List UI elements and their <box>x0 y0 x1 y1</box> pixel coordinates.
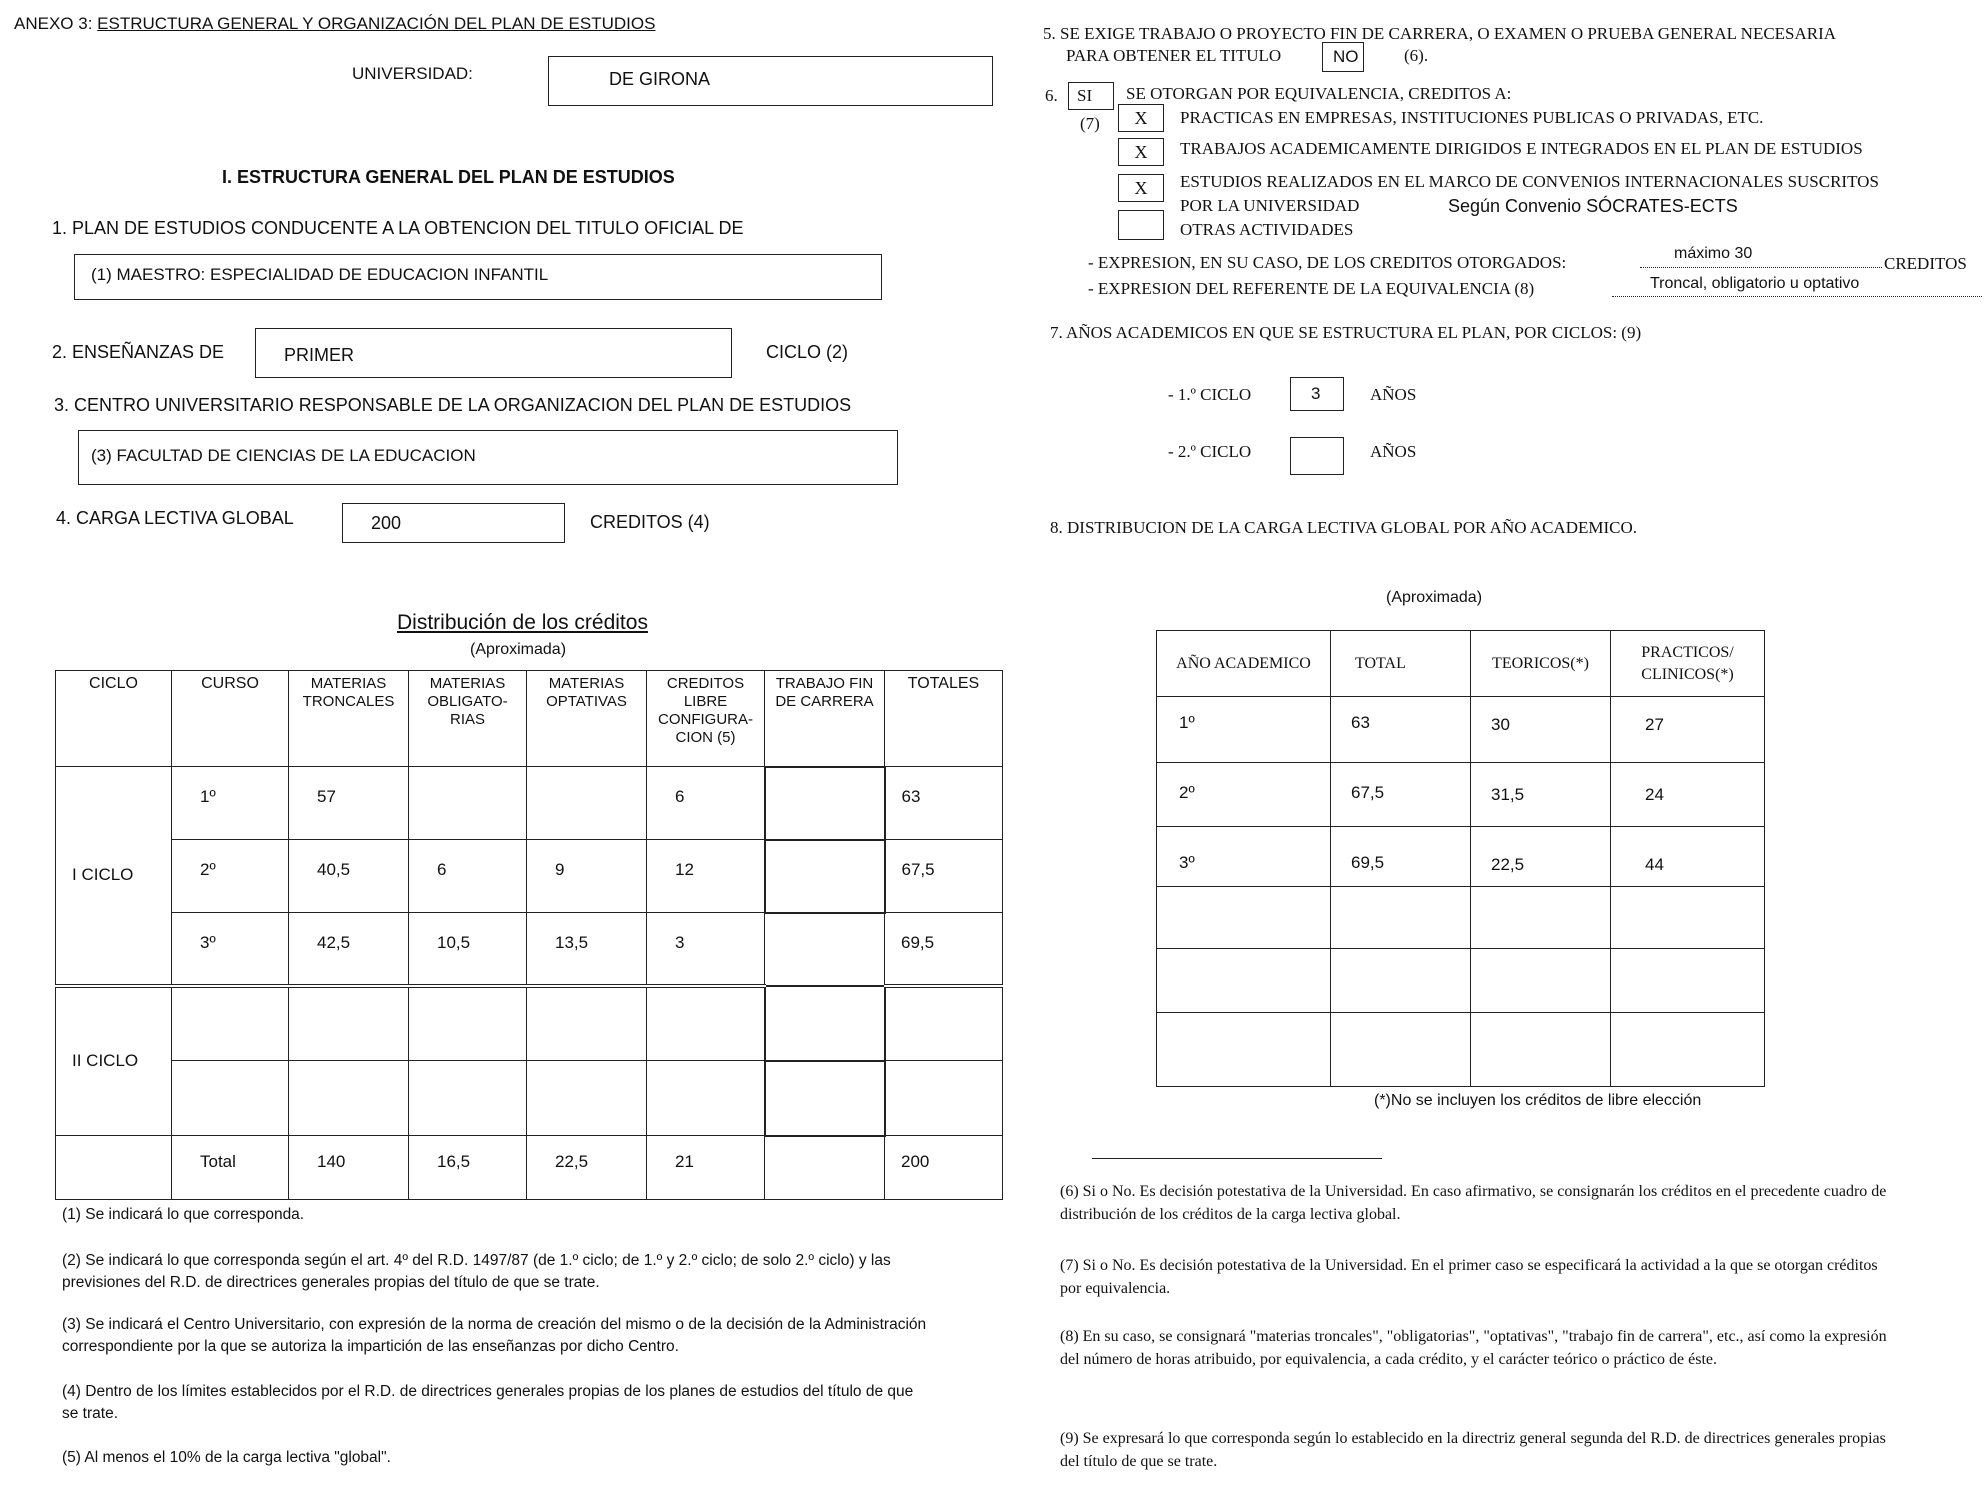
empty-cell <box>172 1061 289 1136</box>
item7-cycle1-field <box>1290 377 1344 411</box>
empty-cell <box>647 986 765 1061</box>
libre-cell: 3 <box>647 913 765 986</box>
year-practicos-cell: 24 <box>1611 763 1765 827</box>
year-total-cell: 63 <box>1331 697 1471 763</box>
header-year: AÑO ACADEMICO <box>1157 631 1331 697</box>
expr2-value: Troncal, obligatorio u optativo <box>1650 275 1860 292</box>
empty-cell <box>885 1061 1003 1136</box>
option-3-label-line2: POR LA UNIVERSIDAD <box>1180 196 1360 215</box>
footnote-8: (8) En su caso, se consignará "materias troncales", "obligatorias", "optativas", "trabajo fin de carrera", etc., así como la expresión del número de horas atribuido, por equivalencia, a cada crédito, y el carácter teórico o práctico de éste. <box>1060 1328 1887 1368</box>
totales-cell: 67,5 <box>885 840 1003 913</box>
item5-line2: PARA OBTENER EL TITULO <box>1066 46 1282 65</box>
year-total-cell <box>1331 949 1471 1013</box>
item7-cycle1-value: 3 <box>1311 384 1321 403</box>
annex-heading <box>14 14 655 34</box>
header-optativas: MATERIAS OPTATIVAS <box>527 671 647 767</box>
year-teoricos-cell: 22,5 <box>1471 827 1611 887</box>
year-cell <box>1157 887 1331 949</box>
item4-value: 200 <box>371 513 402 533</box>
item8-label: 8. DISTRIBUCION DE LA CARGA LECTIVA GLOBAL POR AÑO ACADEMICO. <box>1050 518 1638 537</box>
option-2-checkbox[interactable]: X <box>1118 138 1164 166</box>
table-row <box>56 1061 1003 1136</box>
optativas-cell: 13,5 <box>527 913 647 986</box>
option-3-extra: Según Convenio SÓCRATES-ECTS <box>1448 196 1738 216</box>
item2-label: 2. ENSEÑANZAS DE <box>52 342 225 362</box>
total-optativas: 22,5 <box>527 1136 647 1200</box>
item6-value: SI <box>1077 86 1093 105</box>
header-libre: CREDITOS LIBRE CONFIGURA-CION (5) <box>647 671 765 767</box>
item7-cycle2-label: - 2.º CICLO <box>1168 442 1252 461</box>
libre-cell: 6 <box>647 767 765 840</box>
item5-line1: 5. SE EXIGE TRABAJO O PROYECTO FIN DE CARRERA, O EXAMEN O PRUEBA GENERAL NECESARIA <box>1043 24 1837 43</box>
header-curso: CURSO <box>172 671 289 767</box>
university-field <box>548 56 993 106</box>
annex-title: ANEXO 3: <box>14 14 93 33</box>
year-cell <box>1157 1013 1331 1087</box>
table-row <box>56 986 1003 1061</box>
table-row <box>56 913 1003 986</box>
empty-cell <box>527 1061 647 1136</box>
footnote-9: (9) Se expresará lo que corresponda según lo establecido en la directriz general segunda del R.D. de directrices generales propias del título de que se trate. <box>1060 1430 1886 1470</box>
curso-cell: 3º <box>172 913 289 986</box>
table-total-row <box>56 1136 1003 1200</box>
empty-cell <box>409 986 527 1061</box>
item2-value: PRIMER <box>284 345 355 365</box>
curso-cell: 2º <box>172 840 289 913</box>
year-cell: 2º <box>1157 763 1331 827</box>
item4-suffix: CREDITOS (4) <box>590 512 710 532</box>
totales-cell: 69,5 <box>885 913 1003 986</box>
credits-distribution-table <box>55 670 1003 1200</box>
total-totales: 200 <box>885 1136 1003 1200</box>
year-cell: 3º <box>1157 827 1331 887</box>
expr1-value: máximo 30 <box>1674 245 1753 262</box>
header-obligatorias: MATERIAS OBLIGATO-RIAS <box>409 671 527 767</box>
university-value: DE GIRONA <box>609 69 711 89</box>
item3-field <box>78 430 898 485</box>
optativas-cell: 9 <box>527 840 647 913</box>
item1-value: (1) MAESTRO: ESPECIALIDAD DE EDUCACION INFANTIL <box>91 265 549 284</box>
year-practicos-cell <box>1611 887 1765 949</box>
troncales-cell: 57 <box>289 767 409 840</box>
distribution-subtitle: (Aproximada) <box>470 641 567 658</box>
item1-field <box>74 254 882 300</box>
trabajo-cell <box>765 913 885 986</box>
section-title: I. ESTRUCTURA GENERAL DEL PLAN DE ESTUDIOS <box>222 167 675 187</box>
year-teoricos-cell <box>1471 1013 1611 1087</box>
empty-cell <box>172 986 289 1061</box>
totales-cell: 63 <box>885 767 1003 840</box>
total-trabajo <box>765 1136 885 1200</box>
item4-field <box>342 503 565 543</box>
footnote-2: (2) Se indicará lo que corresponda según el art. 4º del R.D. 1497/87 (de 1.º ciclo; de 1.º y 2.º ciclo; de solo 2.º ciclo) y las previsiones del R.D. de directrices generales propias del título de que se trate. <box>62 1252 891 1291</box>
year-row <box>1157 887 1765 949</box>
footnote-7: (7) Si o No. Es decisión potestativa de la Universidad. En el primer caso se especificará la actividad a la que se otorgan créditos por equivalencia. <box>1060 1257 1878 1297</box>
option-4-label: OTRAS ACTIVIDADES <box>1180 220 1354 239</box>
year-cell <box>1157 949 1331 1013</box>
item5-field <box>1322 42 1364 72</box>
item1-label: 1. PLAN DE ESTUDIOS CONDUCENTE A LA OBTENCION DEL TITULO OFICIAL DE <box>52 218 744 238</box>
item5-value: NO <box>1333 47 1359 66</box>
header-ciclo: CICLO <box>56 671 172 767</box>
year-distribution-table <box>1156 630 1765 1087</box>
empty-cell <box>409 1061 527 1136</box>
obligatorias-cell <box>409 767 527 840</box>
trabajo-cell <box>765 840 885 913</box>
footnote-4: (4) Dentro de los límites establecidos por el R.D. de directrices generales propias de los planes de estudios del título de que se trate. <box>62 1383 914 1422</box>
footnote-3: (3) Se indicará el Centro Universitario, con expresión de la norma de creación del mismo o de la decisión de la Administración correspondiente por la que se autoriza la impartición de las enseñanzas por dicho Centro. <box>62 1316 927 1355</box>
empty-cell <box>527 986 647 1061</box>
year-row <box>1157 949 1765 1013</box>
cycle-2-cell: II CICLO <box>56 986 172 1136</box>
year-header-row <box>1157 631 1765 697</box>
expr1-label: - EXPRESION, EN SU CASO, DE LOS CREDITOS OTORGADOS: <box>1088 253 1567 272</box>
year-row <box>1157 763 1765 827</box>
university-label: UNIVERSIDAD: <box>352 64 473 83</box>
item2-field <box>255 328 732 378</box>
year-teoricos-cell: 31,5 <box>1471 763 1611 827</box>
empty-cell <box>885 986 1003 1061</box>
footnote-5: (5) Al menos el 10% de la carga lectiva "global". <box>62 1449 391 1466</box>
footnote-1: (1) Se indicará lo que corresponda. <box>62 1206 305 1223</box>
year-row <box>1157 697 1765 763</box>
libre-cell: 12 <box>647 840 765 913</box>
item7-cycle2-unit: AÑOS <box>1370 442 1417 461</box>
item7-cycle1-label: - 1.º CICLO <box>1168 385 1252 404</box>
footnote-divider <box>1092 1158 1382 1159</box>
item6-number: 6. <box>1045 86 1058 105</box>
trabajo-cell <box>765 767 885 840</box>
item7-label: 7. AÑOS ACADEMICOS EN QUE SE ESTRUCTURA EL PLAN, POR CICLOS: (9) <box>1050 323 1642 342</box>
year-practicos-cell <box>1611 1013 1765 1087</box>
table-row <box>56 767 1003 840</box>
table-header-row <box>56 671 1003 767</box>
table-row <box>56 840 1003 913</box>
item3-label: 3. CENTRO UNIVERSITARIO RESPONSABLE DE LA ORGANIZACION DEL PLAN DE ESTUDIOS <box>54 395 852 415</box>
year-practicos-cell <box>1611 949 1765 1013</box>
optativas-cell <box>527 767 647 840</box>
annex-subtitle: ESTRUCTURA GENERAL Y ORGANIZACIÓN DEL PLAN DE ESTUDIOS <box>97 14 656 33</box>
year-total-cell: 69,5 <box>1331 827 1471 887</box>
expr1-suffix: CREDITOS <box>1884 254 1967 273</box>
option-1-label: PRACTICAS EN EMPRESAS, INSTITUCIONES PUBLICAS O PRIVADAS, ETC. <box>1180 108 1764 127</box>
distribution-title: Distribución de los créditos <box>397 611 648 634</box>
empty-cell <box>289 1061 409 1136</box>
empty-cell <box>56 1136 172 1200</box>
year-practicos-cell: 44 <box>1611 827 1765 887</box>
header-troncales: MATERIAS TRONCALES <box>289 671 409 767</box>
year-teoricos-cell <box>1471 887 1611 949</box>
empty-cell <box>289 986 409 1061</box>
item8-subtitle: (Aproximada) <box>1386 589 1483 606</box>
header-trabajo: TRABAJO FIN DE CARRERA <box>765 671 885 767</box>
total-libre: 21 <box>647 1136 765 1200</box>
header-teoricos: TEORICOS(*) <box>1471 631 1611 697</box>
empty-cell <box>647 1061 765 1136</box>
option-2-label: TRABAJOS ACADEMICAMENTE DIRIGIDOS E INTEGRADOS EN EL PLAN DE ESTUDIOS <box>1180 139 1863 158</box>
item6-note: (7) <box>1080 114 1100 133</box>
year-total-cell <box>1331 1013 1471 1087</box>
option-1-checkbox[interactable]: X <box>1118 104 1164 132</box>
year-total-cell <box>1331 887 1471 949</box>
year-row <box>1157 1013 1765 1087</box>
header-total: TOTAL <box>1331 631 1471 697</box>
item7-cycle2-field <box>1290 437 1344 475</box>
item4-label: 4. CARGA LECTIVA GLOBAL <box>56 508 294 528</box>
year-teoricos-cell: 30 <box>1471 697 1611 763</box>
item6-label: SE OTORGAN POR EQUIVALENCIA, CREDITOS A: <box>1126 84 1512 103</box>
item6-field <box>1068 82 1114 110</box>
footnote-6: (6) Si o No. Es decisión potestativa de la Universidad. En caso afirmativo, se consignarán los créditos en el precedente cuadro de distribución de los créditos de la carga lectiva global. <box>1060 1183 1887 1223</box>
empty-cell <box>765 986 885 1061</box>
expr2-label: - EXPRESION DEL REFERENTE DE LA EQUIVALENCIA (8) <box>1088 279 1535 298</box>
total-obligatorias: 16,5 <box>409 1136 527 1200</box>
curso-cell: 1º <box>172 767 289 840</box>
year-table-footnote: (*)No se incluyen los créditos de libre elección <box>1374 1092 1702 1109</box>
troncales-cell: 42,5 <box>289 913 409 986</box>
item2-suffix: CICLO (2) <box>766 342 849 362</box>
empty-cell <box>765 1061 885 1136</box>
year-cell: 1º <box>1157 697 1331 763</box>
item7-cycle1-unit: AÑOS <box>1370 385 1417 404</box>
item3-value: (3) FACULTAD DE CIENCIAS DE LA EDUCACION <box>91 446 476 465</box>
option-4-checkbox[interactable] <box>1118 210 1164 240</box>
year-practicos-cell: 27 <box>1611 697 1765 763</box>
obligatorias-cell: 10,5 <box>409 913 527 986</box>
total-troncales: 140 <box>289 1136 409 1200</box>
total-label: Total <box>172 1136 289 1200</box>
year-teoricos-cell <box>1471 949 1611 1013</box>
obligatorias-cell: 6 <box>409 840 527 913</box>
option-3-checkbox[interactable]: X <box>1118 174 1164 202</box>
troncales-cell: 40,5 <box>289 840 409 913</box>
year-row <box>1157 827 1765 887</box>
item5-suffix: (6). <box>1404 46 1429 65</box>
cycle-1-cell: I CICLO <box>56 767 172 986</box>
year-total-cell: 67,5 <box>1331 763 1471 827</box>
header-totales: TOTALES <box>885 671 1003 767</box>
header-practicos: PRACTICOS/ CLINICOS(*) <box>1611 631 1765 697</box>
option-3-label: ESTUDIOS REALIZADOS EN EL MARCO DE CONVENIOS INTERNACIONALES SUSCRITOS <box>1180 172 1879 191</box>
